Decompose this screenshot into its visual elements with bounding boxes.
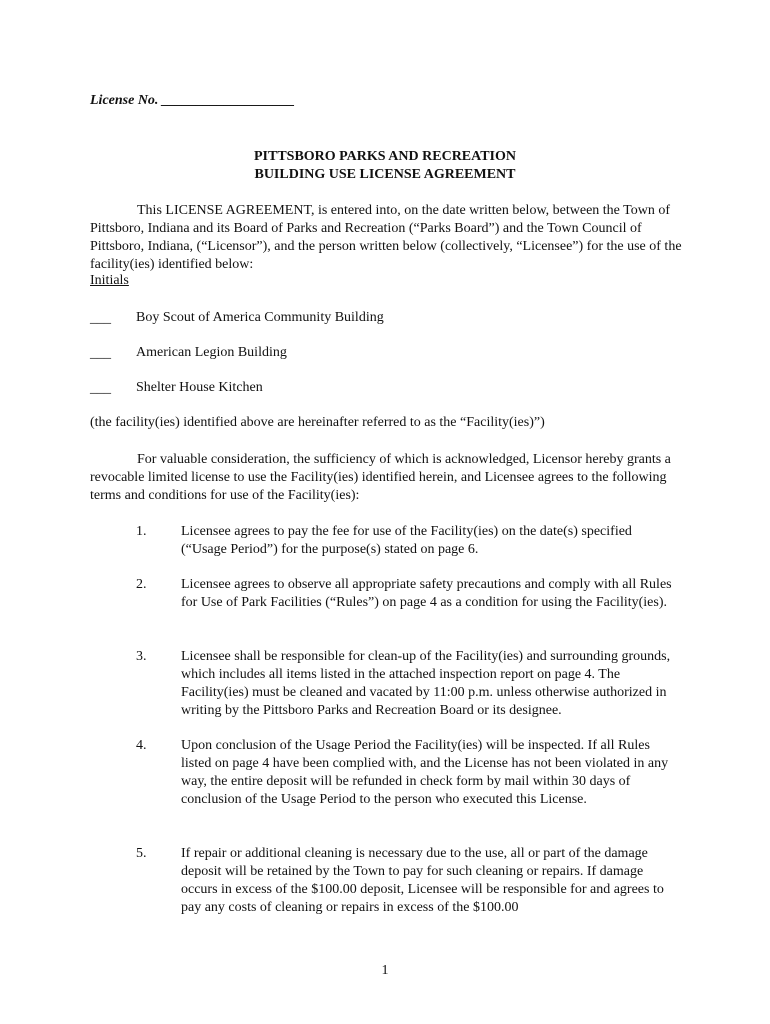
facility-label: Shelter House Kitchen [136,380,263,395]
consideration-paragraph: For valuable consideration, the sufficiency of which is acknowledged, Licensor hereby grants a revocable limited license to use the Facility(ies) identified herein, and Licensee agrees to the following terms and conditions for use of the Facility(ies): [90,452,671,503]
item-text: If repair or additional cleaning is necessary due to the use, all or part of the damage deposit will be retained by the Town to pay for such cleaning or repairs. If damage occurs in excess of the $100.00 deposit, Licensee will be responsible for and agrees to pay any costs of cleaning or repairs in excess of the $100.00 [181,846,664,915]
facility-initial-blank: ___ [90,381,111,396]
facility-initial-blank: ___ [90,311,111,326]
item-number: 4. [136,738,147,753]
item-number: 1. [136,524,147,539]
facility-label: Boy Scout of America Community Building [136,310,384,325]
document-title-line-1: PITTSBORO PARKS AND RECREATION [253,149,517,164]
item-number: 5. [136,846,147,861]
facility-label: American Legion Building [136,345,287,360]
initials-label: Initials [90,273,129,288]
item-text: Licensee shall be responsible for clean-up of the Facility(ies) and surrounding grounds, which includes all items listed in the attached inspection report on page 4. The Facility(ies) must be cleaned and vacated by 11:00 p.m. unless otherwise authorized in writing by the Pittsboro Parks and Recreation Board or its designee. [181,649,671,718]
item-number: 3. [136,649,147,664]
item-text: Upon conclusion of the Usage Period the Facility(ies) will be inspected. If all Rules listed on page 4 have been complied with, and the License has not been violated in any way, the entire deposit will be refunded in check form by mail within 30 days of conclusion of the Usage Period to the person who executed this License. [181,738,669,807]
license-number-field: License No. ___________________ [90,93,295,108]
item-text: Licensee agrees to observe all appropriate safety precautions and comply with all Rules for Use of Park Facilities (“Rules”) on page 4 as a condition for using the Facility(ies). [181,577,672,610]
page-number: 1 [381,963,389,978]
item-text: Licensee agrees to pay the fee for use of the Facility(ies) on the date(s) specified (“Usage Period”) for the purpose(s) stated on page 6. [181,524,632,557]
item-number: 2. [136,577,147,592]
intro-paragraph: This LICENSE AGREEMENT, is entered into, on the date written below, between the Town of Pittsboro, Indiana and its Board of Parks and Recreation (“Parks Board”) and the Town Council of Pittsboro, Indiana, (“Licensor”), and the person written below (collectively, “Licensee”) for the use of the facility(ies) identified below: [90,203,682,272]
document-title-line-2: BUILDING USE LICENSE AGREEMENT [254,167,516,182]
facilities-note: (the facility(ies) identified above are hereinafter referred to as the “Facility(ies)”) [90,415,545,430]
facility-initial-blank: ___ [90,346,111,361]
